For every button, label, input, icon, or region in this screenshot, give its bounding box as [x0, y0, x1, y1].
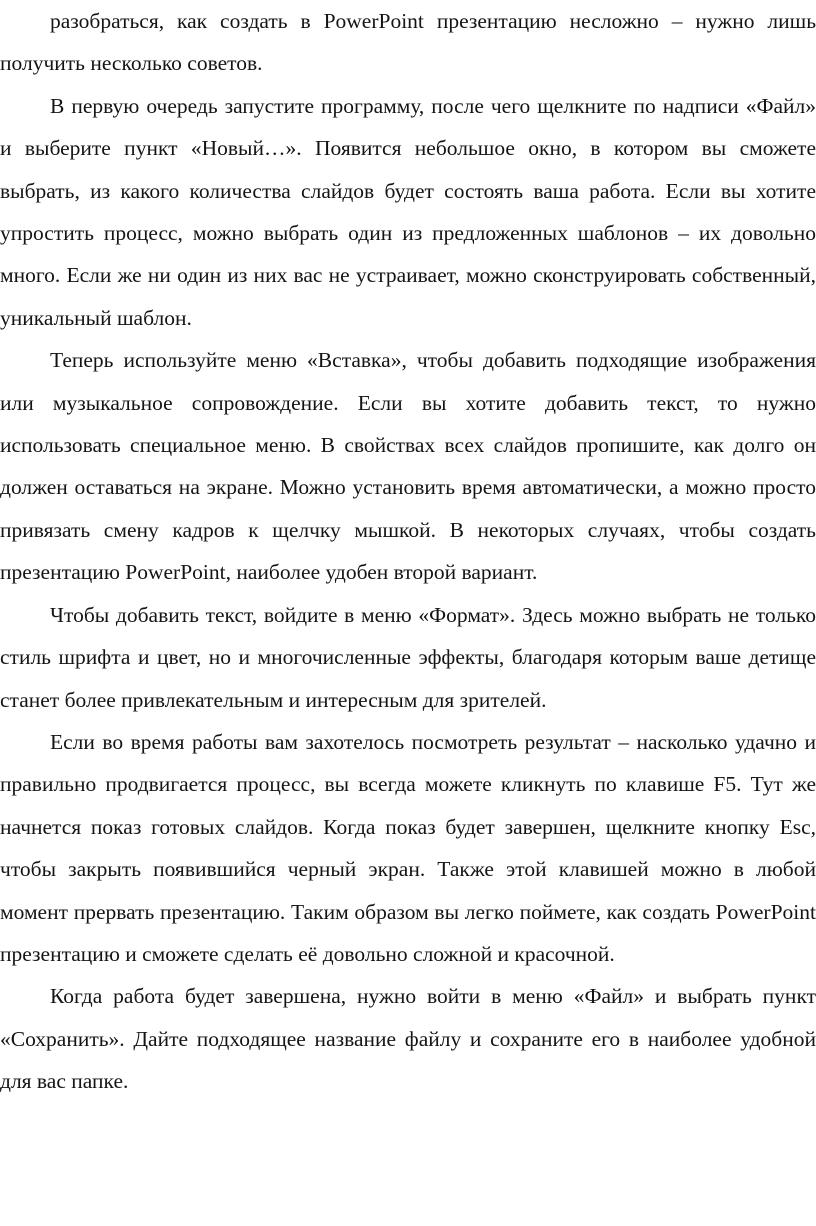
paragraph-preview-f5: Если во время работы вам захотелось посмотреть результат – насколько удачно и правильно продвигается процесс, вы всегда можете кликнуть по клавише F5. Тут же начнется показ готовых слайдов. Когда показ будет завершен, щелкните кнопку Esc, чтобы закрыть появившийся черный экран. Также этой клавишей можно в любой момент прервать презентацию. Таким образом вы легко поймете, как создать PowerPoint презентацию и сможете сделать её довольно сложной и красочной.	[0, 729, 816, 966]
paragraph-save-file: Когда работа будет завершена, нужно войти в меню «Файл» и выбрать пункт «Сохранить». Дайте подходящее название файлу и сохраните его в наиболее удобной для вас папке.	[0, 984, 816, 1094]
paragraph-launch-program: В первую очередь запустите программу, после чего щелкните по надписи «Файл» и выберите пункт «Новый…». Появится небольшое окно, в котором вы сможете выбрать, из какого количества слайдов будет состоять ваша работа. Если вы хотите упростить процесс, можно выбрать один из предложенных шаблонов – их довольно много. Если же ни один из них вас не устраивает, можно сконструировать собственный, уникальный шаблон.	[0, 93, 816, 330]
paragraph-insert-menu: Теперь используйте меню «Вставка», чтобы добавить подходящие изображения или музыкальное сопровождение. Если вы хотите добавить текст, то нужно использовать специальное меню. В свойствах всех слайдов пропишите, как долго он должен оставаться на экране. Можно установить время автоматически, а можно просто привязать смену кадров к щелчку мышкой. В некоторых случаях, чтобы создать презентацию PowerPoint, наиболее удобен второй вариант.	[0, 348, 816, 585]
paragraph-format-menu: Чтобы добавить текст, войдите в меню «Формат». Здесь можно выбрать не только стиль шрифта и цвет, но и многочисленные эффекты, благодаря которым ваше детище станет более привлекательным и интересным для зрителей.	[0, 602, 816, 712]
paragraph-intro-continuation: разобраться, как создать в PowerPoint презентацию несложно – нужно лишь получить несколько советов.	[0, 9, 816, 76]
